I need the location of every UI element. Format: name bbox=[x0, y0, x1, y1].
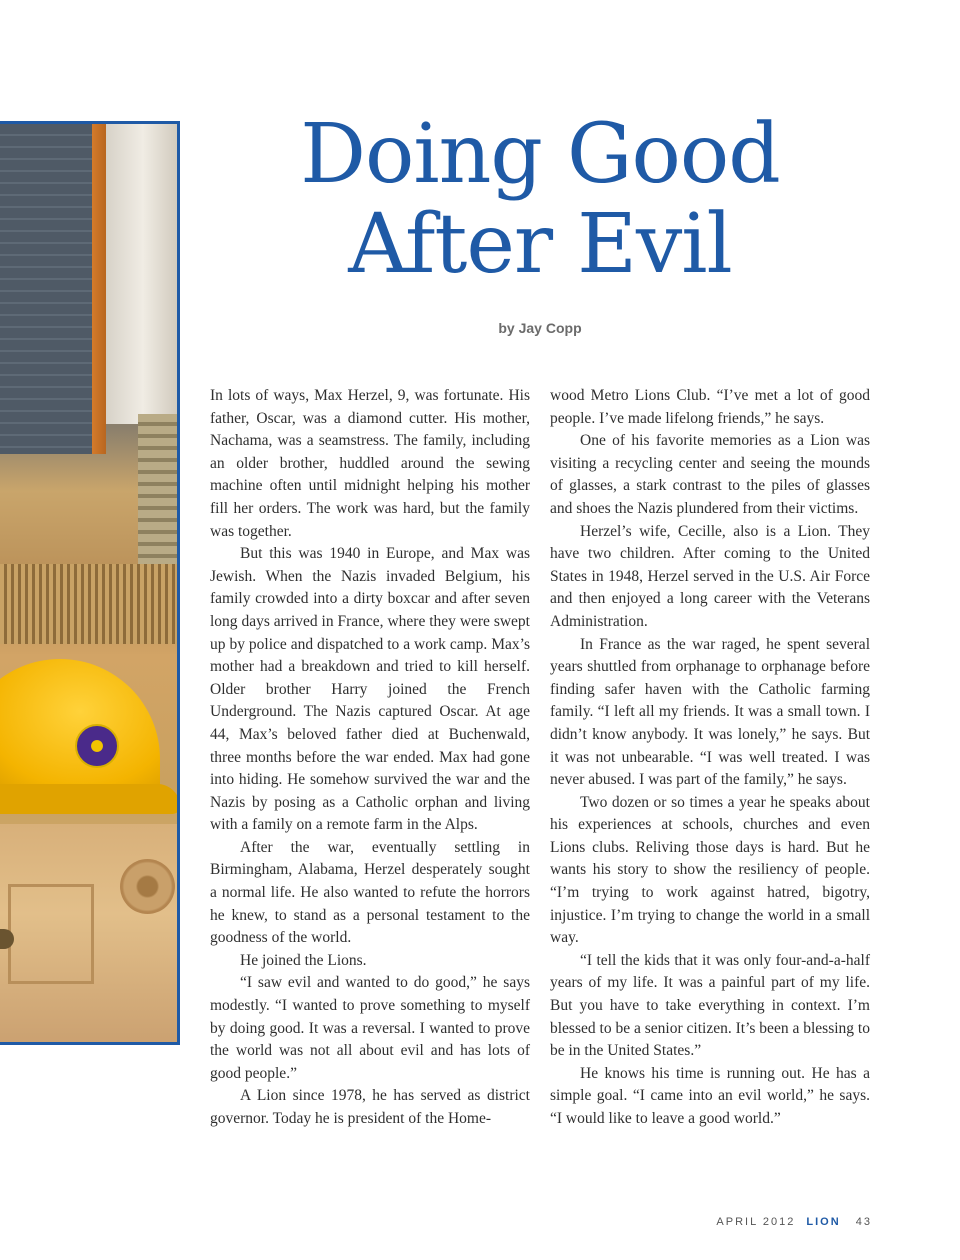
title-line-1: Doing Good bbox=[300, 107, 780, 202]
paragraph: After the war, eventually settling in Birmingham, Alabama, Herzel desperately sought a normal life. He also wanted to refute the horrors he knew, to stand as a personal testament to the goodness of the world. bbox=[210, 838, 530, 947]
paragraph: Two dozen or so times a year he speaks about his experiences at schools, churches and even Lions clubs. Reliving those days is hard. But he wants his story to show the resiliency of people. “I’m trying to work against hatred, bigotry, injustice. I’m trying to change the world in a small way. bbox=[550, 793, 870, 947]
article-title bbox=[290, 107, 790, 292]
article-column-right bbox=[550, 385, 870, 1131]
footer-issue: APRIL 2012 bbox=[716, 1216, 796, 1228]
title-line-2: After Evil bbox=[348, 197, 732, 292]
photo-window bbox=[0, 124, 92, 454]
paragraph: But this was 1940 in Europe, and Max was Jewish. When the Nazis invaded Belgium, his family crowded into a dirty boxcar and after seven long days arrived in France, where they were swept up by police and dispatched to a work camp. Max’s mother had a breakdown and tried to kill herself. Older brother Harry joined the French Underground. The Nazis captured Oscar. At age 44, Max’s beloved father died at Buchenwald, three months before the war ended. Max had gone into hiding. He somehow survived the war and the Nazis by posing as a Catholic orphan and living with a family on a remote farm in the Alps. bbox=[210, 545, 530, 834]
paragraph: “I tell the kids that it was only four-and-a-half years of my life. It was a painful part of my life. But you have to take everything in context. I’m blessed to be a senior citizen. It’s been a blessing to be in the United States.” bbox=[550, 951, 870, 1060]
page-number: 43 bbox=[855, 1216, 872, 1228]
paragraph: A Lion since 1978, he has served as district governor. Today he is president of the Home- bbox=[210, 1087, 530, 1127]
paragraph: wood Metro Lions Club. “I’ve met a lot of good people. I’ve made lifelong friends,” he says. bbox=[550, 387, 870, 427]
article-column-left bbox=[210, 385, 530, 1131]
photo-lamp-shade bbox=[106, 124, 180, 424]
page-footer bbox=[716, 1216, 872, 1228]
paragraph: One of his favorite memories as a Lion was visiting a recycling center and seeing the mounds of glasses, a stark contrast to the piles of glasses and shoes the Nazis plundered from their victims. bbox=[550, 432, 870, 517]
byline: by Jay Copp bbox=[498, 320, 582, 336]
paragraph: He joined the Lions. bbox=[240, 951, 367, 969]
paragraph: Herzel’s wife, Cecille, also is a Lion. They have two children. After coming to the United States in 1948, Herzel served in the U.S. Air Force and then enjoyed a long career with the Veterans Administration. bbox=[550, 522, 870, 630]
photo-frame bbox=[92, 124, 106, 454]
article-photo bbox=[0, 121, 180, 1045]
paragraph: In lots of ways, Max Herzel, 9, was fortunate. His father, Oscar, was a diamond cutter. His mother, Nachama, was a seamstress. The family, including an older brother, huddled around the sewing machine often until midnight helping his mother fill her orders. The work was hard, but the family was together. bbox=[210, 387, 530, 540]
photo-hat-brim bbox=[0, 784, 180, 814]
photo-lamp-base bbox=[138, 414, 180, 564]
footer-brand: LION bbox=[806, 1216, 841, 1228]
lions-emblem-icon bbox=[75, 724, 119, 768]
paragraph: “I saw evil and wanted to do good,” he says modestly. “I wanted to prove something to myself by doing good. It was a reversal. I wanted to prove the world was not all about evil and has lots of good people.” bbox=[210, 974, 530, 1082]
photo-cabinet-panel bbox=[8, 884, 94, 984]
paragraph: He knows his time is running out. He has a simple goal. “I came into an evil world,” he says. “I would like to leave a good world.” bbox=[550, 1064, 870, 1127]
photo-rosette bbox=[120, 859, 175, 914]
photo-molding bbox=[0, 564, 180, 644]
paragraph: In France as the war raged, he spent several years shuttled from orphanage to orphanage before finding safer haven with the Catholic farming family. “I left all my friends. It was a small town. I didn’t know anybody. It was lonely,” he says. But it was not unbearable. “I was well treated. I was never abused. I was part of the family,” he says. bbox=[550, 635, 870, 789]
